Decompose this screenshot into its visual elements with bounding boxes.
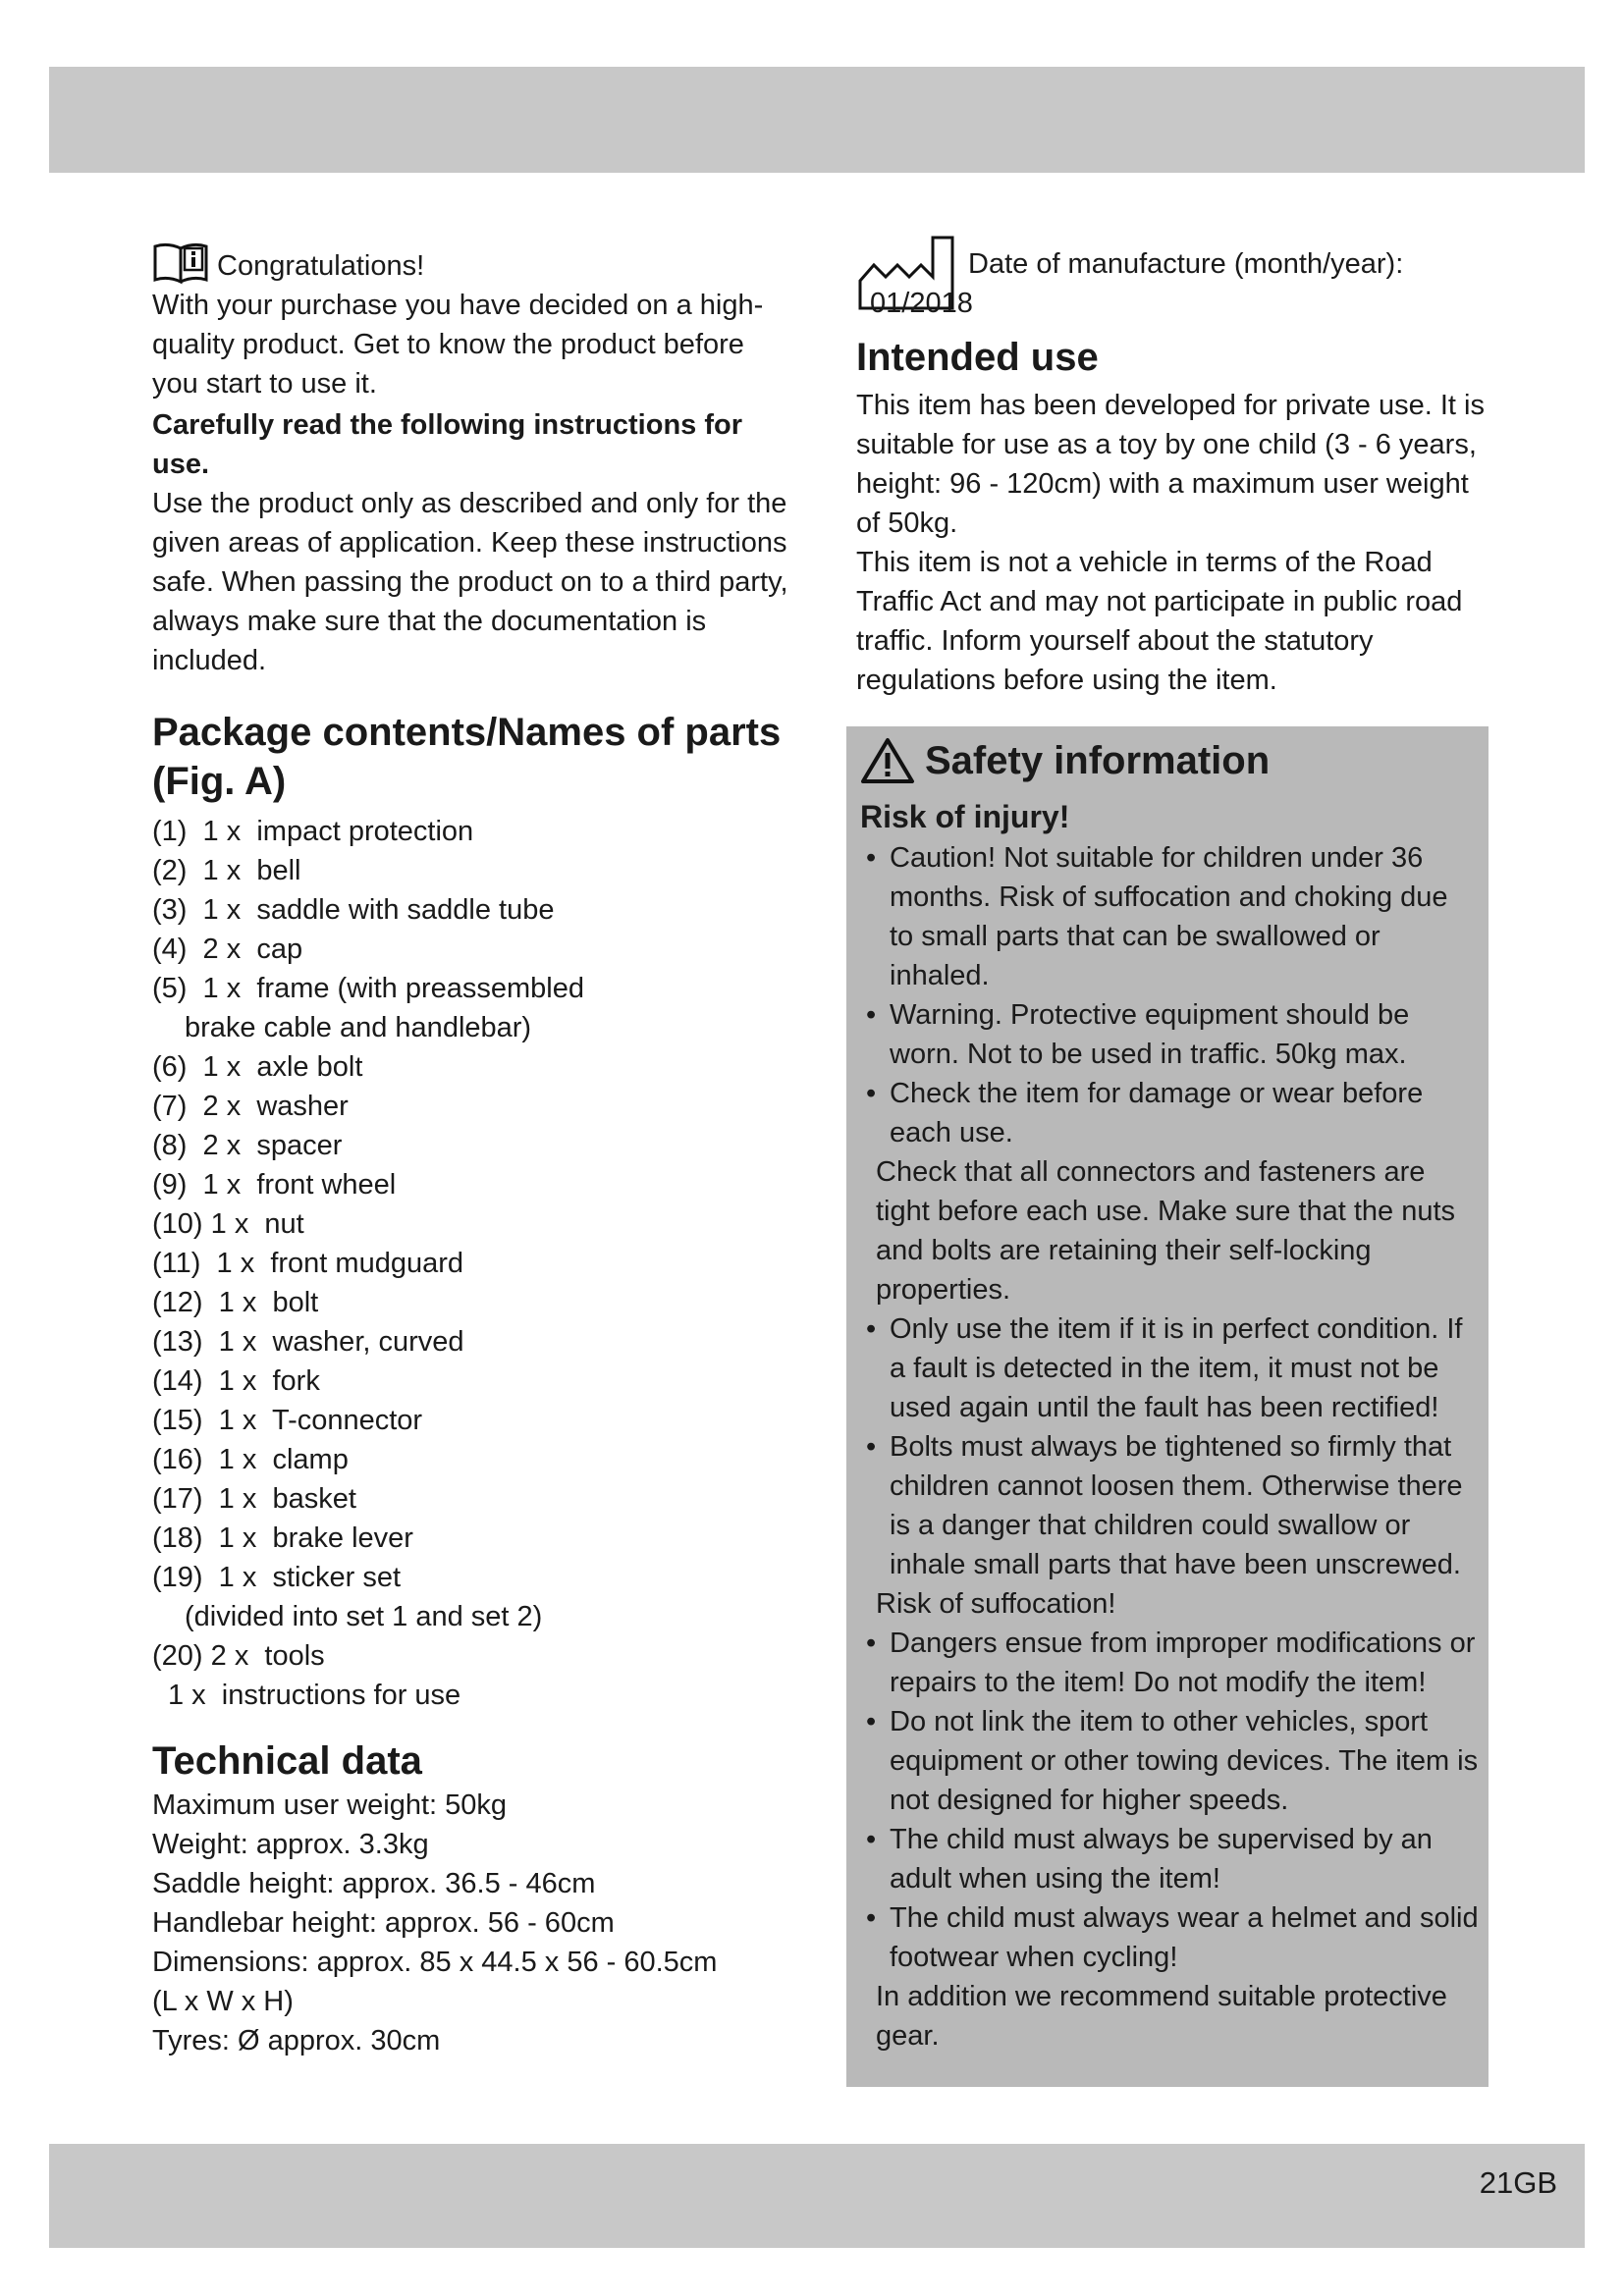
right-column (856, 240, 1485, 700)
manufacture-value: 01/2018 (870, 288, 973, 319)
safety-item: In addition we recommend suitable protective gear. (876, 1981, 1447, 2052)
book-info-icon (152, 240, 211, 286)
technical-line: Tyres: Ø approx. 30cm (152, 2025, 441, 2056)
parts-list-item: (20) 2 x tools (152, 1640, 325, 1672)
parts-list-item: (3) 1 x saddle with saddle tube (152, 894, 555, 926)
intro-header (152, 240, 790, 286)
safety-title (860, 736, 1479, 785)
usage-text: Use the product only as described and only for the given areas of application. Keep these instructions safe. When passing the product on to a third party, always make sure that the documentation is included. (152, 488, 788, 676)
parts-list-item: (13) 1 x washer, curved (152, 1326, 464, 1358)
parts-list-item: (19) 1 x sticker set (152, 1562, 402, 1593)
intro-text: With your purchase you have decided on a high-quality product. Get to know the product before you start to use it. (152, 290, 764, 400)
safety-item: • The child must always be supervised by an adult when using the item! (860, 1820, 1479, 1898)
parts-list-item: 1 x instructions for use (168, 1680, 461, 1711)
technical-line: Dimensions: approx. 85 x 44.5 x 56 - 60.5cm (152, 1947, 718, 1978)
read-instructions-notice: Carefully read the following instructions for use. (152, 409, 742, 480)
safety-item: • The child must always wear a helmet and solid footwear when cycling! (860, 1898, 1479, 1977)
technical-list (152, 1786, 790, 2060)
safety-list (860, 838, 1479, 2056)
safety-item: Check that all connectors and fasteners are tight before each use. Make sure that the nuts and bolts are retaining their self-locking properties. (876, 1156, 1456, 1306)
parts-list-item: (5) 1 x frame (with preassembled (152, 973, 584, 1004)
parts-list-item: (16) 1 x clamp (152, 1444, 349, 1475)
footer-band (49, 2144, 1585, 2248)
parts-list-item: (6) 1 x axle bolt (152, 1051, 363, 1083)
parts-list-item: (12) 1 x bolt (152, 1287, 319, 1318)
safety-item: • Check the item for damage or wear before each use. (860, 1074, 1479, 1152)
safety-item: • Do not link the item to other vehicles, sport equipment or other towing devices. The item is not designed for higher speeds. (860, 1702, 1479, 1820)
parts-list-item: (14) 1 x fork (152, 1365, 320, 1397)
safety-item: Risk of suffocation! (876, 1588, 1116, 1620)
left-column (152, 240, 790, 2060)
safety-item: • Only use the item if it is in perfect condition. If a fault is detected in the item, it must not be used again until the fault has been rectified! (860, 1309, 1479, 1427)
manufacture-date (856, 240, 1485, 323)
risk-of-injury-title: Risk of injury! (860, 799, 1070, 834)
parts-list-item: (1) 1 x impact protection (152, 816, 474, 847)
parts-list-item: (2) 1 x bell (152, 855, 301, 886)
safety-box (846, 726, 1489, 2087)
header-band (49, 67, 1585, 173)
parts-list-item: (9) 1 x front wheel (152, 1169, 397, 1201)
technical-line: Handlebar height: approx. 56 - 60cm (152, 1907, 615, 1939)
intended-use-text: This item has been developed for private use. It is suitable for use as a toy by one child (3 - 6 years, height: 96 - 120cm) with a maximum user weight of 50kg. (856, 390, 1485, 539)
parts-list-item: (10) 1 x nut (152, 1208, 304, 1240)
page-number: 21GB (1479, 2165, 1557, 2200)
technical-line: (L x W x H) (152, 1986, 294, 2017)
safety-heading: Safety information (925, 739, 1271, 782)
parts-list-item: (8) 2 x spacer (152, 1130, 343, 1161)
manufacture-label: Date of manufacture (month/year): (968, 248, 1404, 280)
parts-list-item: brake cable and handlebar) (185, 1012, 532, 1043)
parts-list-item: (7) 2 x washer (152, 1091, 349, 1122)
safety-item: • Dangers ensue from improper modifications or repairs to the item! Do not modify the item! (860, 1624, 1479, 1702)
technical-line: Maximum user weight: 50kg (152, 1789, 508, 1821)
technical-heading: Technical data (152, 1739, 422, 1783)
parts-list (152, 812, 790, 1715)
intended-use-heading: Intended use (856, 336, 1099, 379)
technical-line: Saddle height: approx. 36.5 - 46cm (152, 1868, 596, 1899)
warning-icon (860, 736, 915, 785)
intro-title: Congratulations! (217, 250, 425, 282)
parts-list-item: (divided into set 1 and set 2) (185, 1601, 543, 1632)
safety-item: • Caution! Not suitable for children under 36 months. Risk of suffocation and choking due to small parts that can be swallowed or inhaled. (860, 838, 1479, 995)
safety-item: • Bolts must always be tightened so firmly that children cannot loosen them. Otherwise there is a danger that children could swallow or inhale small parts that have been unscrewed. (860, 1427, 1479, 1584)
safety-item: • Warning. Protective equipment should be worn. Not to be used in traffic. 50kg max. (860, 995, 1479, 1074)
technical-line: Weight: approx. 3.3kg (152, 1829, 429, 1860)
intended-use-legal-text: This item is not a vehicle in terms of the Road Traffic Act and may not participate in public road traffic. Inform yourself about the statutory regulations before using the item. (856, 547, 1463, 696)
parts-list-item: (4) 2 x cap (152, 934, 303, 965)
parts-list-item: (18) 1 x brake lever (152, 1522, 413, 1554)
parts-list-item: (17) 1 x basket (152, 1483, 356, 1515)
parts-list-item: (15) 1 x T-connector (152, 1405, 423, 1436)
parts-list-item: (11) 1 x front mudguard (152, 1248, 464, 1279)
package-heading: Package contents/Names of parts (Fig. A) (152, 711, 782, 803)
